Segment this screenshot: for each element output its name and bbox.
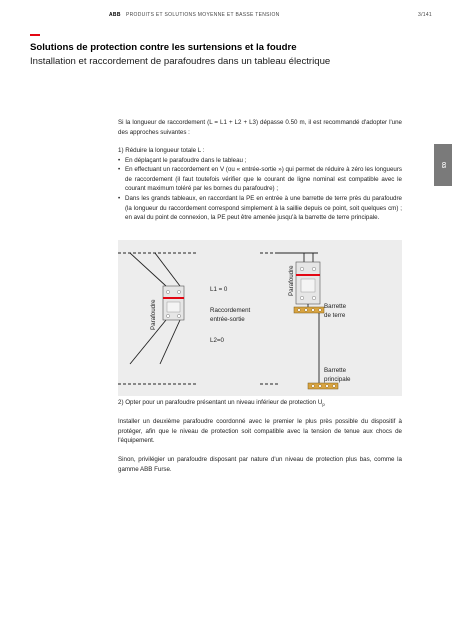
page-title: Solutions de protection contre les surtensions et la foudre xyxy=(30,42,297,53)
earth-bar-label-2: de terre xyxy=(324,312,346,319)
chapter-tab[interactable] xyxy=(434,144,452,186)
right-device-label: Parafoudre xyxy=(288,265,295,296)
option-1-list xyxy=(118,156,402,223)
section-title: PRODUITS ET SOLUTIONS MOYENNE ET BASSE TENSION xyxy=(126,12,280,18)
page-header xyxy=(0,12,452,22)
wire-in-1 xyxy=(130,253,166,286)
page-subtitle: Installation et raccordement de parafoudres dans un tableau électrique xyxy=(30,56,331,67)
option-1-block xyxy=(118,146,402,223)
option-2-block xyxy=(118,398,402,410)
list-item: • Dans les grands tableaux, en raccordant la PE en entrée à une barrette de terre près du parafoudre (la longueur du raccordement correspond simplement à la saillie depuis ce point, soit quelques cm) ; en aval du point de connexion, la PE peut être amenée jusqu'à la barrette de terre principale. xyxy=(118,194,402,223)
option-2-text-2: Sinon, privilégier un parafoudre disposant par nature d'un niveau de protection plus bas, comme la gamme ABB Furse. xyxy=(118,456,402,473)
option-2-heading-text: 2) Opter pour un parafoudre présentant un niveau inférieur de protection U xyxy=(118,399,323,406)
intro-paragraph xyxy=(118,118,402,137)
left-device-label: Parafoudre xyxy=(150,299,157,330)
option-2-heading xyxy=(118,398,402,410)
option-2-para-2 xyxy=(118,455,402,474)
wiring-diagram-svg xyxy=(118,240,402,396)
accent-bar xyxy=(30,34,40,36)
connection-label-2: entrée-sortie xyxy=(210,316,245,323)
main-bar-label-1: Barrette xyxy=(324,367,347,374)
wire-in-2 xyxy=(155,253,180,286)
chapter-tab-label: 03 xyxy=(440,161,446,169)
option-2-para-1 xyxy=(118,417,402,446)
list-item: • En effectuant un raccordement en V (ou « entrée-sortie ») qui permet de réduire à zéro les longueurs de raccordement (il faut toutefois vérifier que le courant de ligne nominal est compatible avec le courant maximum toléré par les bornes du parafoudre) ; xyxy=(118,165,402,194)
intro-text: Si la longueur de raccordement (L = L1 + L2 + L3) dépasse 0.50 m, il est recommandé d'adopter l'une des approches suivantes : xyxy=(118,119,402,136)
l2-label: L2=0 xyxy=(210,337,224,344)
option-2-heading-sub: p xyxy=(322,402,325,408)
right-surge-protector xyxy=(296,262,320,304)
page-number: 3/141 xyxy=(417,12,432,18)
l1-label: L1 = 0 xyxy=(210,286,228,293)
earth-bar xyxy=(294,307,324,313)
brand-name: ABB xyxy=(109,12,121,18)
list-item: • En déplaçant le parafoudre dans le tableau ; xyxy=(118,156,402,166)
left-surge-protector xyxy=(163,286,184,320)
main-earth-bar xyxy=(308,383,338,389)
option-2-text-1: Installer un deuxième parafoudre coordonné avec le premier le plus près possible du dispositif à protéger, afin que le niveau de protection soit compatible avec la tension de tenue aux chocs de l'équipement. xyxy=(118,418,402,445)
connection-label-1: Raccordement xyxy=(210,307,251,314)
wire-out-2 xyxy=(160,320,180,364)
option-1-heading: 1) Réduire la longueur totale L : xyxy=(118,147,205,154)
wiring-diagram xyxy=(118,240,402,396)
earth-bar-label-1: Barrette xyxy=(324,303,347,310)
main-bar-label-2: principale xyxy=(324,376,351,383)
wire-out-1 xyxy=(130,320,166,364)
